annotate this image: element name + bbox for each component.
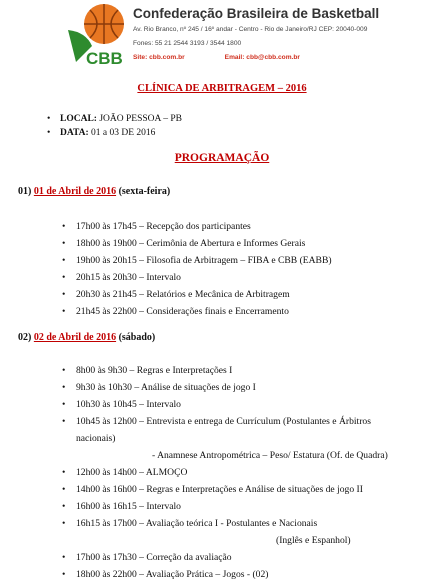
schedule-item: • 10h45 às 12h00 – Entrevista e entrega de Currículum (Postulantes e Árbitros <box>76 413 436 430</box>
day1-date: 01 de Abril de 2016 <box>33 186 117 197</box>
schedule-item: • 21h45 às 22h00 – Considerações finais e Encerramento <box>76 303 436 320</box>
schedule-item-continuation: nacionais) <box>76 433 116 444</box>
day2-heading <box>18 332 155 343</box>
schedule-item: • 17h00 às 17h30 – Correção da avaliação <box>76 549 436 566</box>
programacao-heading: PROGRAMAÇÃO <box>174 152 270 164</box>
email-link[interactable]: Email: cbb@cbb.com.br <box>224 54 300 61</box>
schedule-item: • 19h00 às 20h15 – Filosofia de Arbitragem – FIBA e CBB (EABB) <box>76 252 436 269</box>
site-link[interactable]: Site: cbb.com.br <box>133 54 185 61</box>
logo-text: CBB <box>86 49 123 66</box>
event-info-list <box>60 114 182 142</box>
org-contact <box>133 54 300 61</box>
org-phones: Fones: 55 21 2544 3193 / 3544 1800 <box>133 40 242 47</box>
local-value: JOÃO PESSOA – PB <box>96 114 182 124</box>
schedule-item: • 17h00 às 17h45 – Recepção dos participantes <box>76 218 436 235</box>
day2-date: 02 de Abril de 2016 <box>33 332 117 343</box>
day1-heading <box>18 186 170 197</box>
letterhead <box>0 0 444 70</box>
local-label: LOCAL: <box>60 114 97 124</box>
schedule-item: • 16h15 às 17h00 – Avaliação teórica I - Postulantes e Nacionais <box>76 515 436 532</box>
data-value: 01 a 03 DE 2016 <box>88 128 156 138</box>
day1-weekday: (sexta-feira) <box>116 186 171 197</box>
schedule-item: • 14h00 às 16h00 – Regras e Interpretações e Análise de situações de jogo II <box>76 481 436 498</box>
day2-weekday: (sábado) <box>116 332 156 343</box>
day1-schedule <box>76 218 436 320</box>
day2-number: 02) <box>18 332 34 343</box>
schedule-item: • 8h00 às 9h30 – Regras e Interpretações I <box>76 362 436 379</box>
schedule-item: • 18h00 às 19h00 – Cerimônia de Abertura e Informes Gerais <box>76 235 436 252</box>
schedule-item: • 10h30 às 10h45 – Intervalo <box>76 396 436 413</box>
schedule-item: • 20h30 às 21h45 – Relatórios e Mecânica de Arbitragem <box>76 286 436 303</box>
org-name: Confederação Brasileira de Basketball <box>133 6 380 21</box>
day2-schedule <box>76 362 436 583</box>
data-label: DATA: <box>60 128 89 138</box>
schedule-item: • 20h15 às 20h30 – Intervalo <box>76 269 436 286</box>
document-title: CLÍNICA DE ARBITRAGEM – 2016 <box>137 83 307 94</box>
schedule-item: • 16h00 às 16h15 – Intervalo <box>76 498 436 515</box>
local-item <box>60 114 182 128</box>
schedule-item: • 12h00 às 14h00 – ALMOÇO <box>76 464 436 481</box>
schedule-item-continuation: (Inglês e Espanhol) <box>276 535 351 546</box>
schedule-item: • 18h00 às 22h00 – Avaliação Prática – Jogos - (02) <box>76 566 436 583</box>
schedule-item: • 9h30 às 10h30 – Análise de situações de jogo I <box>76 379 436 396</box>
day1-number: 01) <box>18 186 34 197</box>
data-item <box>60 128 182 142</box>
cbb-basketball-logo <box>66 2 130 66</box>
schedule-sub-item: - Anamnese Antropométrica – Peso/ Estatura (Of. de Quadra) <box>152 450 388 461</box>
org-address: Av. Rio Branco, nº 245 / 16º andar - Centro - Rio de Janeiro/RJ CEP: 20040-009 <box>133 26 368 33</box>
